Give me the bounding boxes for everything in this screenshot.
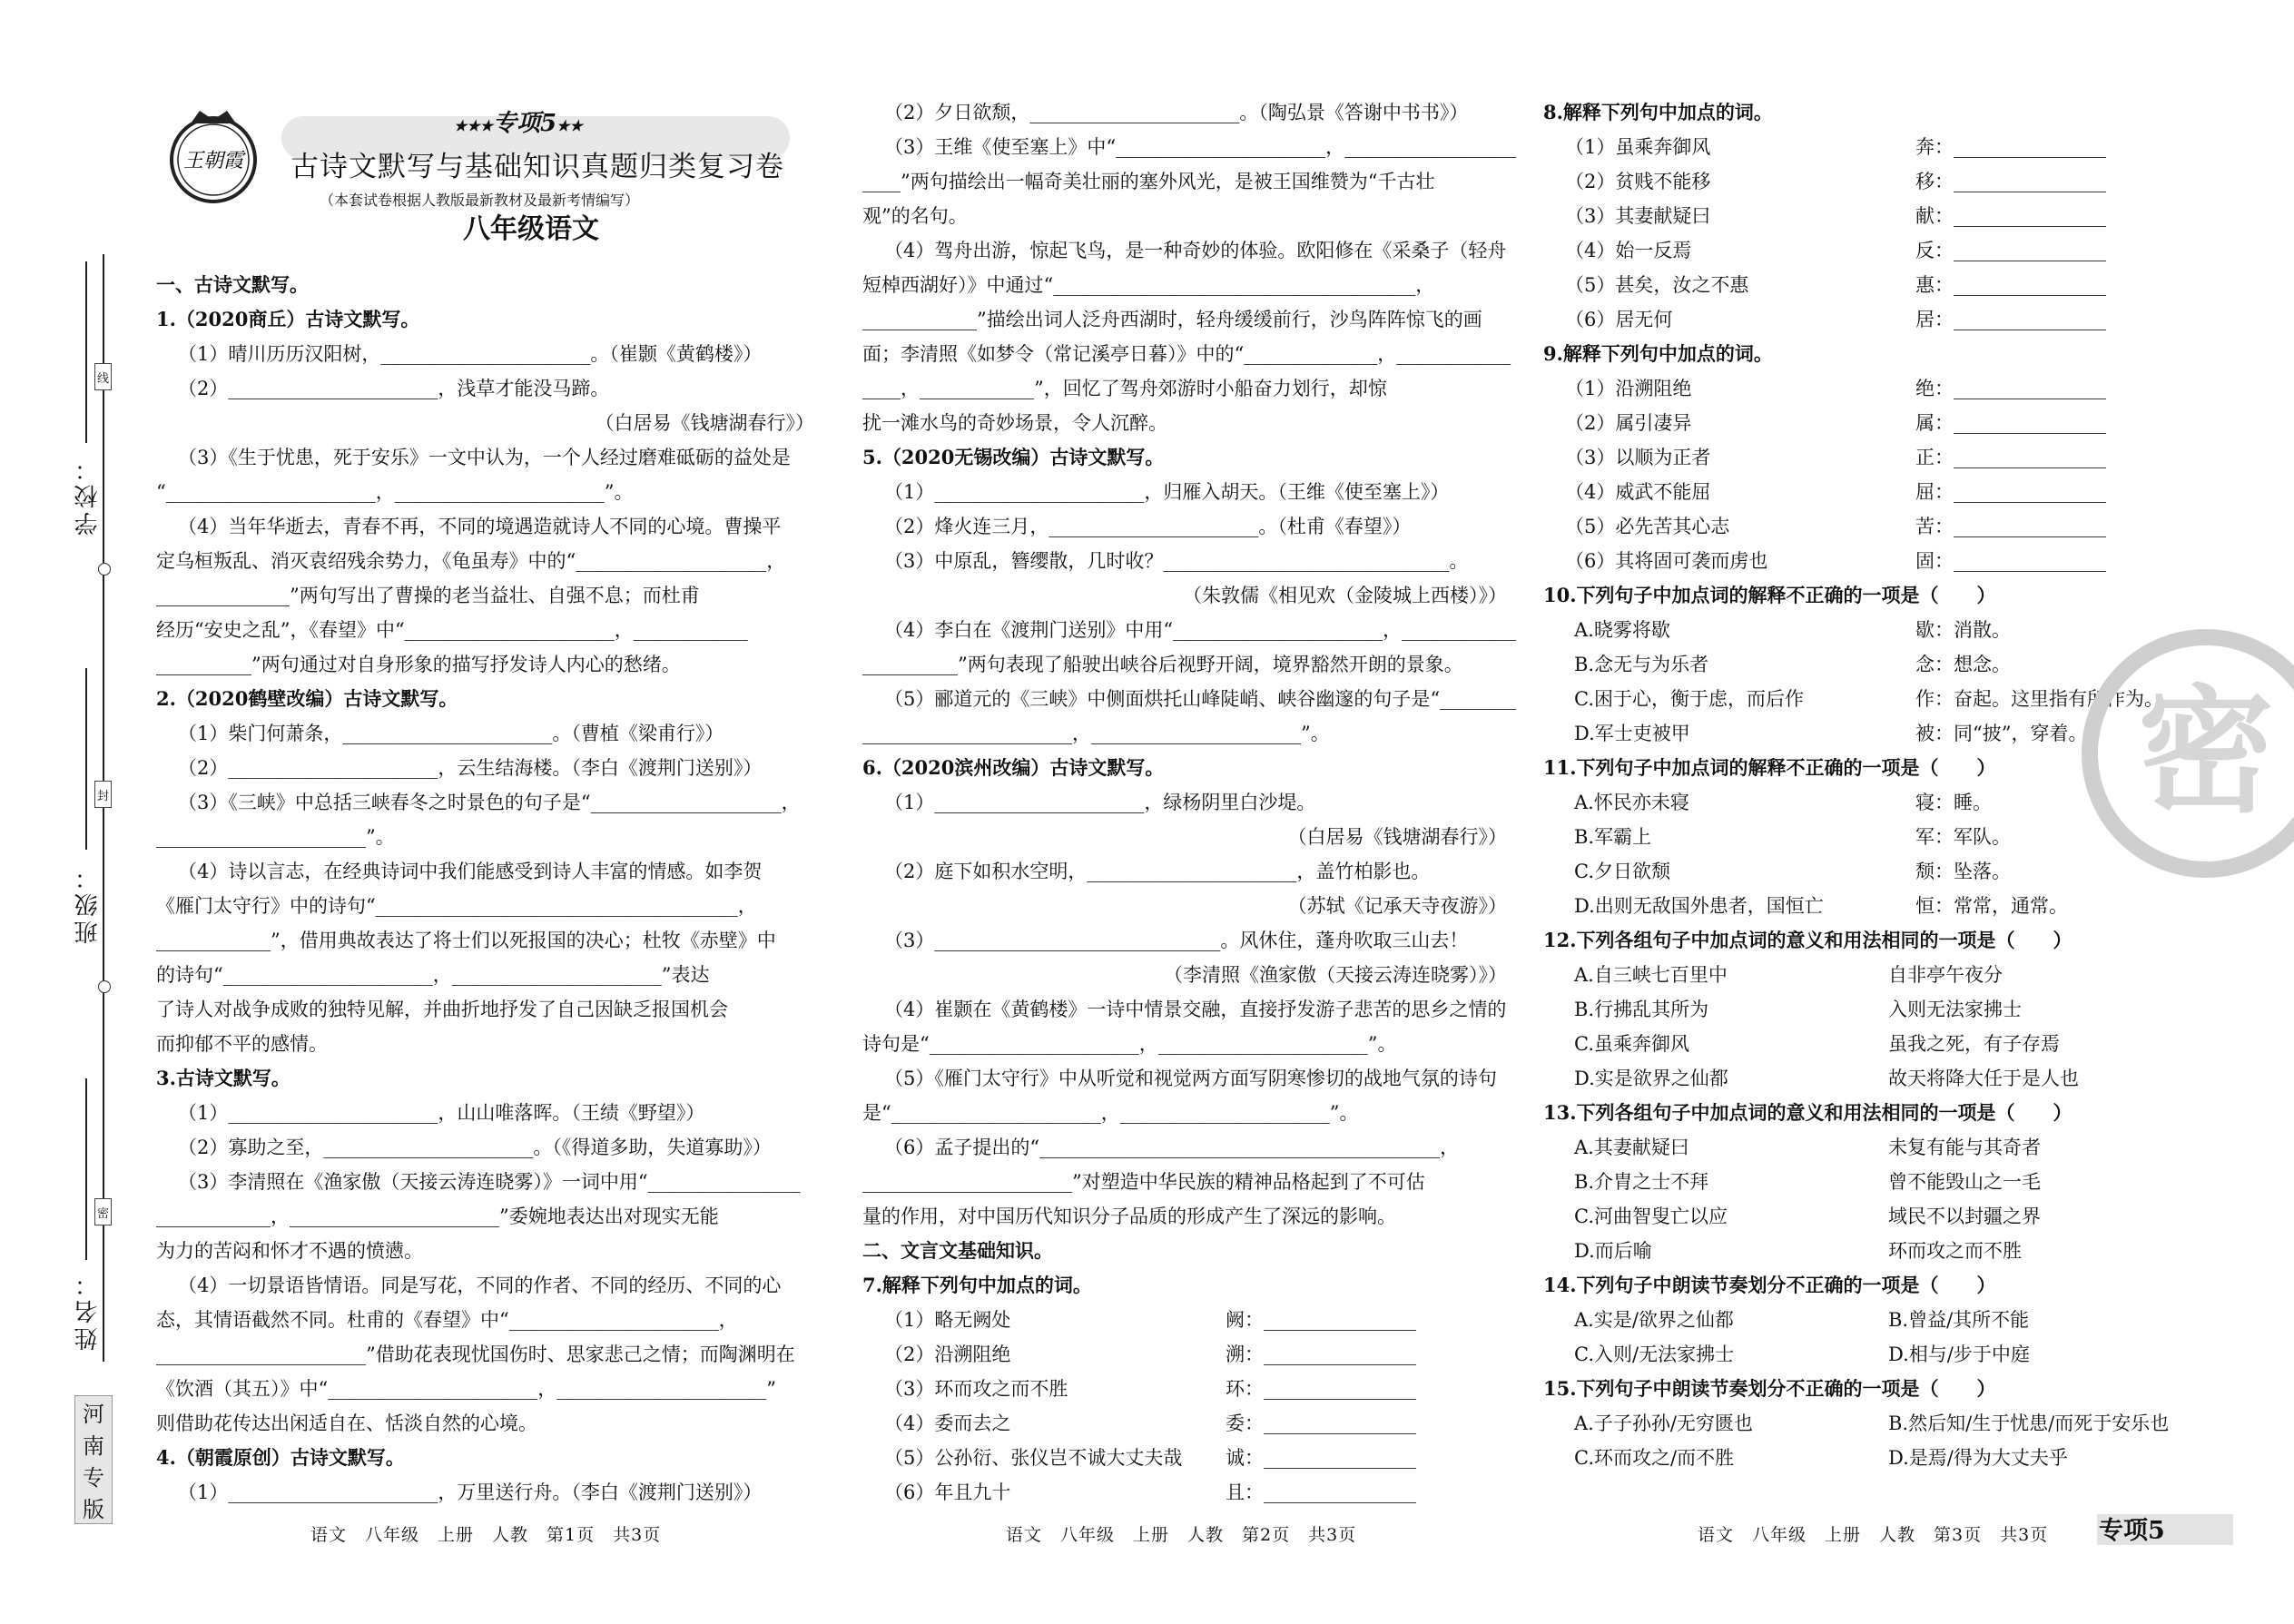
stars-right: ★★ [556,117,583,134]
question-line[interactable]: 短棹西湖好）》中通过“______________________________________， [862,274,1435,296]
q9-item: （6）其将固可袭而虏也 [1565,550,1768,572]
province-char: 版 [83,1497,104,1522]
page-footer: 语文 八年级 上册 人教 第1页 共3页 [310,1525,662,1545]
q9-item: （2）属引凄异 [1565,412,1692,434]
question-line: （4）诗以言志，在经典诗词中我们能感受到诗人丰富的情感。如李贺 [178,861,763,882]
q10-option[interactable]: B.念无与为乐者 [1574,654,1709,675]
paper-title: 古诗文默写与基础知识真题归类复习卷 [290,151,784,183]
stars-left: ★★★ [454,117,494,134]
source-note: （苏轼《记承天寺夜游》） [1287,895,1507,917]
q8-item: （2）贫贱不能移 [1565,171,1711,192]
q8-item: （3）其妻献疑曰 [1565,205,1711,227]
question-stem: 8.解释下列句中加点的词。 [1543,101,1773,123]
q14-option[interactable]: C.入则/无法家拂士 [1574,1343,1735,1365]
q15-option[interactable]: A.子子孙孙/无穷匮也 [1574,1412,1753,1434]
q11-option[interactable]: B.军霸上 [1574,826,1652,848]
question-stem: 1.（2020商丘）古诗文默写。 [156,308,420,330]
q11-gloss: 寝：睡。 [1915,792,1992,813]
q13-option[interactable]: D.而后喻 [1574,1240,1652,1262]
q8-item: （1）虽乘奔御风 [1565,136,1711,158]
binding-mark-line [94,363,112,390]
question-line: （4）崔颢在《黄鹤楼》一诗中情景交融，直接抒发游子悲苦的思乡之情的 [884,999,1507,1020]
question-line: （4）当年华逝去，青春不再，不同的境遇造就诗人不同的心境。曹操平 [178,516,782,537]
q7-item: （5）公孙衍、张仪岂不诚大丈夫哉 [884,1447,1183,1469]
question-line[interactable]: 经历“安史之乱”，《春望》中“______________________，____________ [156,619,748,641]
question-stem: 3.古诗文默写。 [156,1067,290,1089]
question-stem: 7.解释下列句中加点的词。 [862,1274,1092,1296]
question-line: 则借助花传达出闲适自在、恬淡自然的心境。 [156,1412,537,1434]
q14-option[interactable]: D.相与/步于中庭 [1888,1343,2030,1365]
question-line[interactable]: 的诗句“______________________，______________________”表达 [156,964,710,986]
page-1 [156,0,814,1624]
page-footer: 语文 八年级 上册 人教 第2页 共3页 [1006,1525,1357,1545]
q12-option-pair: 故天将降大任于是人也 [1888,1068,2079,1089]
question-line: （4）驾舟出游，惊起飞鸟，是一种奇妙的体验。欧阳修在《采桑子（轻舟 [884,240,1507,261]
q9-answer[interactable]: 绝：________________ [1915,378,2106,399]
section-heading: 一、古诗文默写。 [156,273,309,296]
q7-answer[interactable]: 诚：________________ [1226,1447,1416,1469]
q13-option[interactable]: B.介胄之士不拜 [1574,1171,1709,1193]
q7-answer[interactable]: 环：________________ [1226,1378,1416,1400]
q12-option[interactable]: B.行拂乱其所为 [1574,999,1709,1020]
q15-option[interactable]: B.然后知/生于忧患/而死于安乐也 [1888,1412,2170,1434]
question-line[interactable]: （1）晴川历历汉阳树，______________________。（崔颢《黄鹤楼》） [178,343,763,365]
q14-option[interactable]: A.实是/欲界之仙都 [1574,1309,1734,1331]
question-line[interactable]: （3）中原乱，簪缨散，几时收？______________________________。 [884,550,1469,572]
q7-answer[interactable]: 且：________________ [1226,1481,1416,1503]
stamp-text: 密 [2137,672,2275,832]
page-footer: 语文 八年级 上册 人教 第3页 共3页 [1698,1525,2049,1545]
q9-item: （5）必先苦其心志 [1565,516,1730,537]
province-edition-tab [74,1395,113,1524]
q12-option-pair: 自非亭午夜分 [1888,964,2003,986]
q13-option[interactable]: C.河曲智叟亡以应 [1574,1206,1728,1227]
question-stem: 6.（2020滨州改编）古诗文默写。 [862,756,1165,779]
q11-gloss: 颓：坠落。 [1915,861,2011,882]
school-label: 学校： [74,454,102,536]
q8-answer[interactable]: 惠：________________ [1915,274,2106,296]
paper-subtitle: （本套试卷根据人教版最新教材及最新考情编写） [320,192,640,209]
q13-option-pair: 域民不以封疆之界 [1888,1206,2041,1227]
question-line[interactable]: （6）孟子提出的“__________________________________________， [884,1137,1460,1158]
question-line[interactable]: （2）烽火连三月，______________________。（杜甫《春望》） [884,516,1412,537]
q11-option[interactable]: C.夕日欲颓 [1574,861,1670,882]
question-stem: 15.下列句子中朗读节奏划分不正确的一项是（ ） [1543,1377,1996,1400]
question-stem: 14.下列句子中朗读节奏划分不正确的一项是（ ） [1543,1274,1996,1296]
q8-answer[interactable]: 居：________________ [1915,309,2106,330]
class-label: 班级： [74,862,102,944]
binding-mark-text: 密 [96,1206,109,1221]
question-line[interactable]: ____，____________”，回忆了驾舟郊游时小船奋力划行，却惊 [862,378,1387,399]
question-line[interactable]: ______________________”。 [156,826,395,848]
binding-line [103,254,104,1362]
question-line[interactable]: __________”两句表现了船驶出峡谷后视野开阔，境界豁然开朗的景象。 [862,654,1463,675]
binding-mark-text: 线 [96,371,109,386]
question-line[interactable]: 定乌桓叛乱、消灭袁绍残余势力，《龟虽寿》中的“____________________， [156,550,786,572]
question-stem: 5.（2020无锡改编）古诗文默写。 [862,446,1165,468]
q7-answer[interactable]: 委：________________ [1226,1412,1416,1434]
q11-option[interactable]: A.怀民亦未寝 [1574,792,1689,813]
question-line[interactable]: （3）《三峡》中总括三峡春冬之时景色的句子是“____________________， [178,792,801,813]
question-line[interactable]: ____”两句描绘出一幅奇美壮丽的塞外风光，是被王国维赞为“千古壮 [862,171,1435,192]
question-line[interactable]: 是“______________________，______________________”。 [862,1102,1359,1124]
source-note: （白居易《钱塘湖春行》） [1287,826,1507,848]
class-field[interactable] [85,668,87,850]
q7-answer[interactable]: 溯：________________ [1226,1343,1416,1365]
question-stem: 12.下列各组句子中加点词的意义和用法相同的一项是（ ） [1543,929,2072,951]
question-line[interactable]: （1）柴门何萧条，______________________。（曹植《梁甫行》） [178,723,724,744]
question-line: 量的作用，对中国历代知识分子品质的形成产生了深远的影响。 [862,1206,1396,1227]
question-line[interactable]: （1）______________________，绿杨阴里白沙堤。 [884,792,1316,813]
q7-answer[interactable]: 阙：________________ [1226,1309,1416,1331]
q7-item: （4）委而去之 [884,1412,1011,1434]
question-line[interactable]: ____________”描绘出词人泛舟西湖时，轻舟缓缓前行，沙鸟阵阵惊飞的画 [862,309,1482,330]
question-line[interactable]: （1）______________________，山山唯落晖。（王绩《野望》） [178,1102,705,1124]
q10-option[interactable]: A.晓雾将歇 [1574,619,1670,641]
question-line: （5）《雁门太守行》中从听觉和视觉两方面写阴寒惨切的战地气氛的诗句 [884,1068,1497,1089]
binding-hole [98,980,111,993]
q7-item: （2）沿溯阻绝 [884,1343,1011,1365]
question-line[interactable]: 面；李清照《如梦令（常记溪亭日暮）》中的“______________，____________ [862,343,1511,365]
series-number: 专项5 [493,110,557,137]
q9-item: （3）以顺为正者 [1565,447,1711,468]
question-stem: 10.下列句子中加点词的解释不正确的一项是（ ） [1543,584,1996,606]
q9-answer[interactable]: 屈：________________ [1915,481,2106,503]
source-note: （朱敦儒《相见欢（金陵城上西楼）》） [1183,585,1507,606]
q7-item: （1）略无阙处 [884,1309,1011,1331]
question-line[interactable]: ______________________”借助花表现忧国伤时、思家悲己之情；而陶渊明在 [156,1343,795,1365]
q13-option-pair: 环而攻之而不胜 [1888,1240,2022,1262]
secret-stamp-watermark [2079,626,2294,881]
q10-option[interactable]: C.困于心，衡于虑，而后作 [1574,688,1804,710]
question-stem: 9.解释下列句中加点的词。 [1543,342,1773,365]
question-line[interactable]: （1）______________________，归雁入胡天。（王维《使至塞上》） [884,481,1450,503]
binding-mark-secret [94,1198,112,1225]
question-line: （4）一切景语皆情语。同是写花，不同的作者、不同的经历、不同的心 [178,1275,782,1296]
q13-option-pair: 未复有能与其奇者 [1888,1137,2041,1158]
q7-item: （3）环而攻之而不胜 [884,1378,1068,1400]
q12-option-pair: 入则无法家拂士 [1888,999,2022,1020]
q8-answer[interactable]: 献：________________ [1915,205,2106,227]
question-line[interactable]: 《雁门太守行》中的诗句“______________________________________， [156,895,757,917]
series-tag: 专项5 [2099,1517,2165,1545]
question-line: 观”的名句。 [862,205,968,227]
question-line: 了诗人对战争成败的独特见解，并曲折地抒发了自己因缺乏报国机会 [156,999,728,1020]
province-char: 南 [83,1433,104,1459]
school-field[interactable] [85,261,87,443]
question-line[interactable]: 《饮酒（其五）》中“______________________，______________________” [156,1378,776,1400]
q13-option[interactable]: A.其妻献疑曰 [1574,1137,1689,1158]
question-line: 扰一滩水鸟的奇妙场景，令人沉醉。 [862,412,1167,434]
question-stem: 11.下列句子中加点词的解释不正确的一项是（ ） [1543,756,1996,779]
question-stem: 13.下列各组句子中加点词的意义和用法相同的一项是（ ） [1543,1101,2072,1124]
question-line[interactable]: ______________”两句写出了曹操的老当益壮、自强不息；而杜甫 [156,585,700,606]
page-2 [862,0,1517,1624]
binding-hole [98,563,111,576]
q12-option[interactable]: C.虽乘奔御风 [1574,1033,1689,1055]
question-line[interactable]: （5）郦道元的《三峡》中侧面烘托山峰陡峭、峡谷幽邃的句子是“________ [884,688,1517,710]
question-line[interactable]: （4）李白在《渡荆门送别》中用“______________________，____________ [884,619,1517,641]
name-field[interactable] [85,1078,87,1260]
question-line[interactable]: 诗句是“______________________，______________________”。 [862,1033,1397,1055]
q11-gloss: 恒：常常，通常。 [1915,895,2068,917]
question-line[interactable]: （2）庭下如积水空明，______________________，盖竹柏影也。 [884,861,1431,882]
question-line[interactable]: ____________”，借用典故表达了将士们以死报国的决心；杜牧《赤壁》中 [156,930,776,951]
question-stem: 2.（2020鹤壁改编）古诗文默写。 [156,687,458,710]
q11-gloss: 军：军队。 [1915,826,2011,848]
q8-answer[interactable]: 奔：________________ [1915,136,2106,158]
q9-answer[interactable]: 固：________________ [1915,550,2106,572]
province-char: 专 [83,1465,104,1491]
source-note: （李清照《渔家傲（天接云涛连晓雾）》） [1164,964,1507,986]
question-stem: 4.（朝霞原创）古诗文默写。 [156,1446,405,1469]
binding-strip [0,0,136,1624]
question-line[interactable]: ______________________，______________________”。 [862,723,1330,744]
binding-mark-seal [94,781,112,808]
question-line[interactable]: ____________，______________________”委婉地表达出对现实无能 [156,1206,719,1227]
q10-gloss: 被：同“披”，穿着。 [1915,723,2088,744]
q9-item: （1）沿溯阻绝 [1565,378,1692,399]
question-line[interactable]: __________”两句通过对自身形象的描写抒发诗人内心的愁绪。 [156,654,681,675]
question-line: （3）《生于忧患，死于安乐》一文中认为，一个人经过磨难砥砺的益处是 [178,447,791,468]
grade-title: 八年级语文 [463,213,599,245]
q10-gloss: 作：奋起。这里指有所作为。 [1915,688,2163,710]
q8-answer[interactable]: 反：________________ [1915,240,2106,261]
name-label: 姓名： [74,1269,102,1351]
binding-mark-text: 封 [96,789,109,803]
q12-option[interactable]: A.自三峡七百里中 [1574,964,1728,986]
q9-item: （4）威武不能屈 [1565,481,1711,503]
q10-option[interactable]: D.军士吏被甲 [1574,723,1690,744]
q8-answer[interactable]: 移：________________ [1915,171,2106,192]
q10-gloss: 念：想念。 [1915,654,2011,675]
question-line[interactable]: （2）______________________，云生结海楼。（李白《渡荆门送别》） [178,757,763,779]
q8-item: （5）甚矣，汝之不惠 [1565,274,1749,296]
question-line[interactable]: （3）______________________________。风休住，蓬舟吹取三山去！ [884,930,1469,951]
q11-option[interactable]: D.出则无敌国外患者，国恒亡 [1574,895,1824,917]
q8-item: （6）居无何 [1565,309,1673,330]
q15-option[interactable]: C.环而攻之/而不胜 [1574,1447,1735,1469]
q12-option[interactable]: D.实是欲界之仙都 [1574,1068,1728,1089]
q9-answer[interactable]: 苦：________________ [1915,516,2106,537]
q7-item: （6）年且九十 [884,1481,1011,1503]
province-char: 河 [83,1402,104,1427]
question-line: 为力的苦闷和怀才不遇的愤懑。 [156,1240,423,1262]
svg-text:王朝霞: 王朝霞 [182,150,244,172]
question-line: 而抑郁不平的感情。 [156,1033,328,1055]
q8-item: （4）始一反焉 [1565,240,1692,261]
q13-option-pair: 曾不能毁山之一毛 [1888,1171,2041,1193]
section-heading: 二、文言文基础知识。 [862,1239,1053,1262]
q15-option[interactable]: D.是焉/得为大丈夫乎 [1888,1447,2068,1469]
question-line[interactable]: ______________________”对塑造中华民族的精神品格起到了不可估 [862,1171,1425,1193]
question-line[interactable]: （2）夕日欲颓，______________________。（陶弘景《答谢中书书》） [884,102,1469,123]
q14-option[interactable]: B.曾益/其所不能 [1888,1309,2030,1331]
question-line[interactable]: “______________________，______________________”。 [156,481,634,503]
question-line[interactable]: （1）______________________，万里送行舟。（李白《渡荆门送别》） [178,1481,763,1503]
question-line[interactable]: （2）______________________，浅草才能没马蹄。 [178,378,610,399]
q12-option-pair: 虽我之死，有子存焉 [1888,1033,2060,1055]
q9-answer[interactable]: 属：________________ [1915,412,2106,434]
q9-answer[interactable]: 正：________________ [1915,447,2106,468]
question-line[interactable]: 态，其情语截然不同。杜甫的《春望》中“______________________， [156,1309,738,1331]
q10-gloss: 歇：消散。 [1915,619,2011,641]
question-line[interactable]: （2）寡助之至，______________________。（《得道多助，失道寡助》） [178,1137,772,1158]
source-note: （白居易《钱塘湖春行》） [595,412,814,434]
question-line[interactable]: （3）李清照在《渔家傲（天接云涛连晓雾）》一词中用“________________ [178,1171,801,1193]
question-line[interactable]: （3）王维《使至塞上》中“______________________，__________________ [884,136,1517,158]
